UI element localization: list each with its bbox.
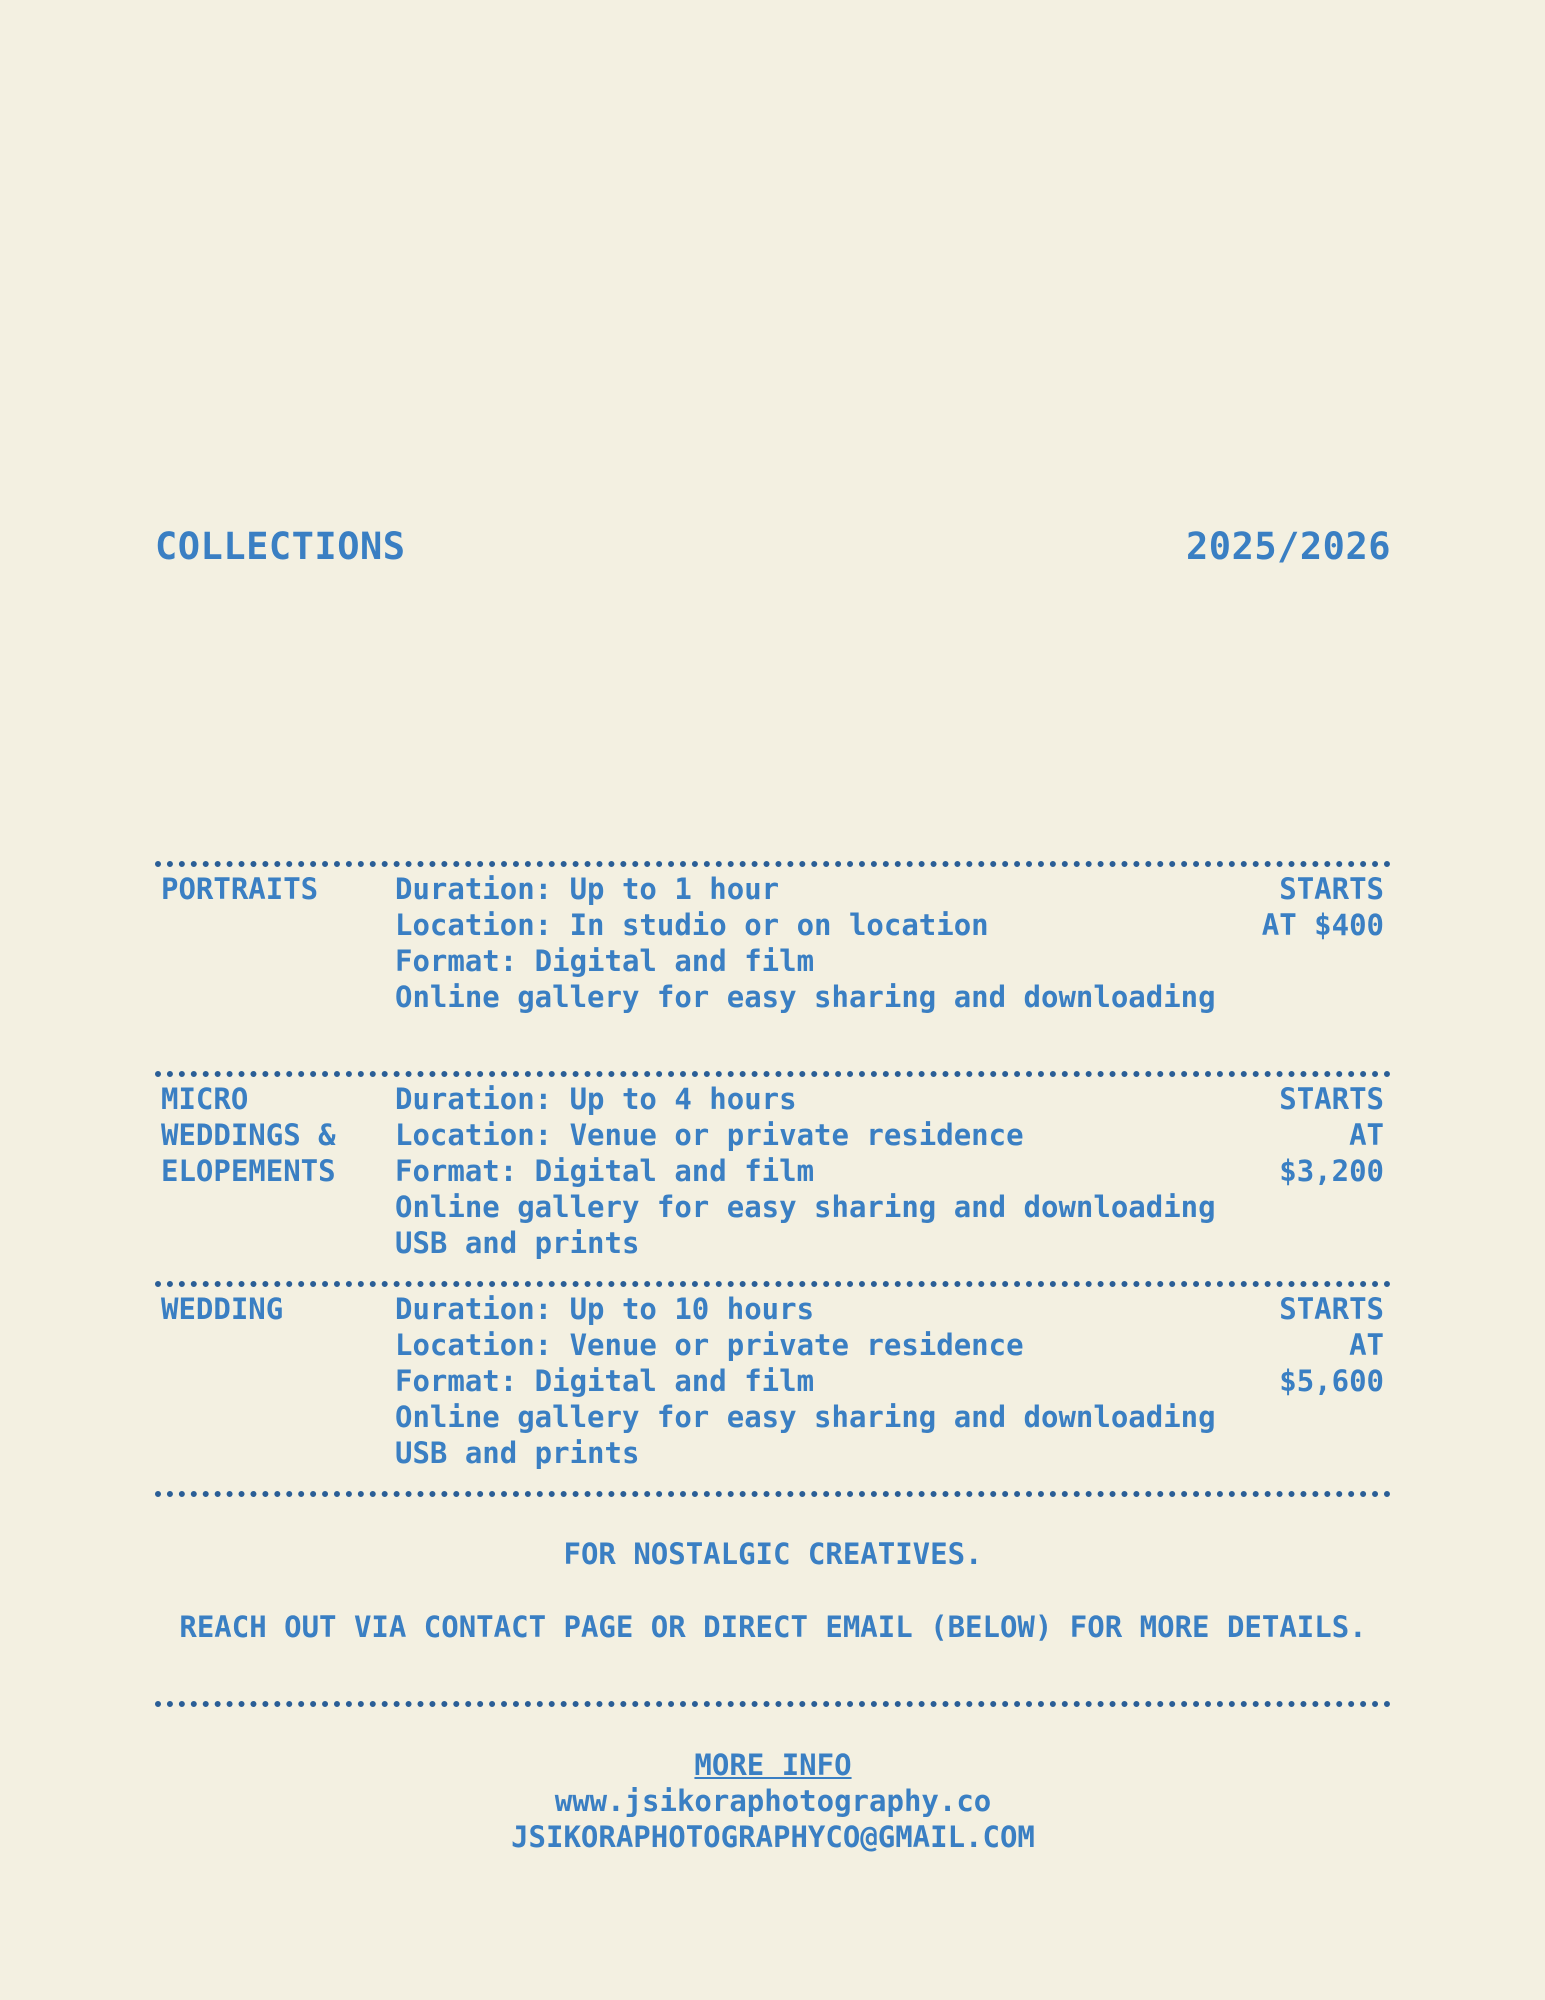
collection-name-line: PORTRAITS xyxy=(161,872,319,906)
detail-duration: Duration: Up to 1 hour xyxy=(395,872,780,906)
collection-name-line: ELOPEMENTS xyxy=(161,1154,336,1188)
season-year: 2025/2026 xyxy=(1186,525,1391,568)
collection-name xyxy=(161,1081,381,1189)
detail-location: Location: Venue or private residence xyxy=(395,1328,1024,1362)
email-link[interactable]: JSIKORAPHOTOGRAPHYCO@GMAIL.COM xyxy=(511,1820,1035,1854)
tagline: FOR NOSTALGIC CREATIVES. xyxy=(563,1537,983,1571)
detail-location: Location: Venue or private residence xyxy=(395,1118,1024,1152)
detail-duration: Duration: Up to 10 hours xyxy=(395,1292,815,1326)
pricing-page xyxy=(155,0,1391,2000)
collection-details xyxy=(395,1081,1215,1261)
detail-duration: Duration: Up to 4 hours xyxy=(395,1082,797,1116)
detail-location: Location: In studio or on location xyxy=(395,908,989,942)
collection-price xyxy=(1234,871,1384,943)
website-link[interactable]: www.jsikoraphotography.co xyxy=(554,1784,992,1818)
collection-name-line: WEDDINGS & xyxy=(161,1118,336,1152)
dotted-divider xyxy=(155,1071,1391,1077)
collection-name xyxy=(161,871,381,907)
call-to-action: REACH OUT VIA CONTACT PAGE OR DIRECT EMAIL (BELOW) FOR MORE DETAILS. xyxy=(179,1610,1367,1644)
price-line: AT xyxy=(1349,1328,1384,1362)
collection-name-line: WEDDING xyxy=(161,1292,284,1326)
dotted-divider xyxy=(155,1281,1391,1287)
detail-extras: USB and prints xyxy=(395,1436,640,1470)
detail-gallery: Online gallery for easy sharing and downloading xyxy=(395,1190,1216,1224)
detail-format: Format: Digital and film xyxy=(395,944,815,978)
collection-name-line: MICRO xyxy=(161,1082,249,1116)
detail-format: Format: Digital and film xyxy=(395,1364,815,1398)
detail-format: Format: Digital and film xyxy=(395,1154,815,1188)
collection-details xyxy=(395,1291,1215,1471)
dotted-divider xyxy=(155,1701,1391,1707)
page-title: COLLECTIONS xyxy=(155,525,406,568)
price-line: STARTS xyxy=(1279,872,1384,906)
more-info-heading: MORE INFO xyxy=(694,1748,852,1782)
collection-details xyxy=(395,871,1215,1015)
collection-price xyxy=(1234,1291,1384,1399)
dotted-divider xyxy=(155,1491,1391,1497)
page-header xyxy=(155,525,1391,568)
price-line: $3,200 xyxy=(1279,1154,1384,1188)
detail-extras: USB and prints xyxy=(395,1226,640,1260)
price-line: STARTS xyxy=(1279,1292,1384,1326)
price-line: STARTS xyxy=(1279,1082,1384,1116)
price-line: AT xyxy=(1349,1118,1384,1152)
detail-gallery: Online gallery for easy sharing and downloading xyxy=(395,980,1216,1014)
dotted-divider xyxy=(155,861,1391,867)
collection-price xyxy=(1234,1081,1384,1189)
detail-gallery: Online gallery for easy sharing and downloading xyxy=(395,1400,1216,1434)
collection-name xyxy=(161,1291,381,1327)
price-line: AT $400 xyxy=(1261,908,1384,942)
price-line: $5,600 xyxy=(1279,1364,1384,1398)
